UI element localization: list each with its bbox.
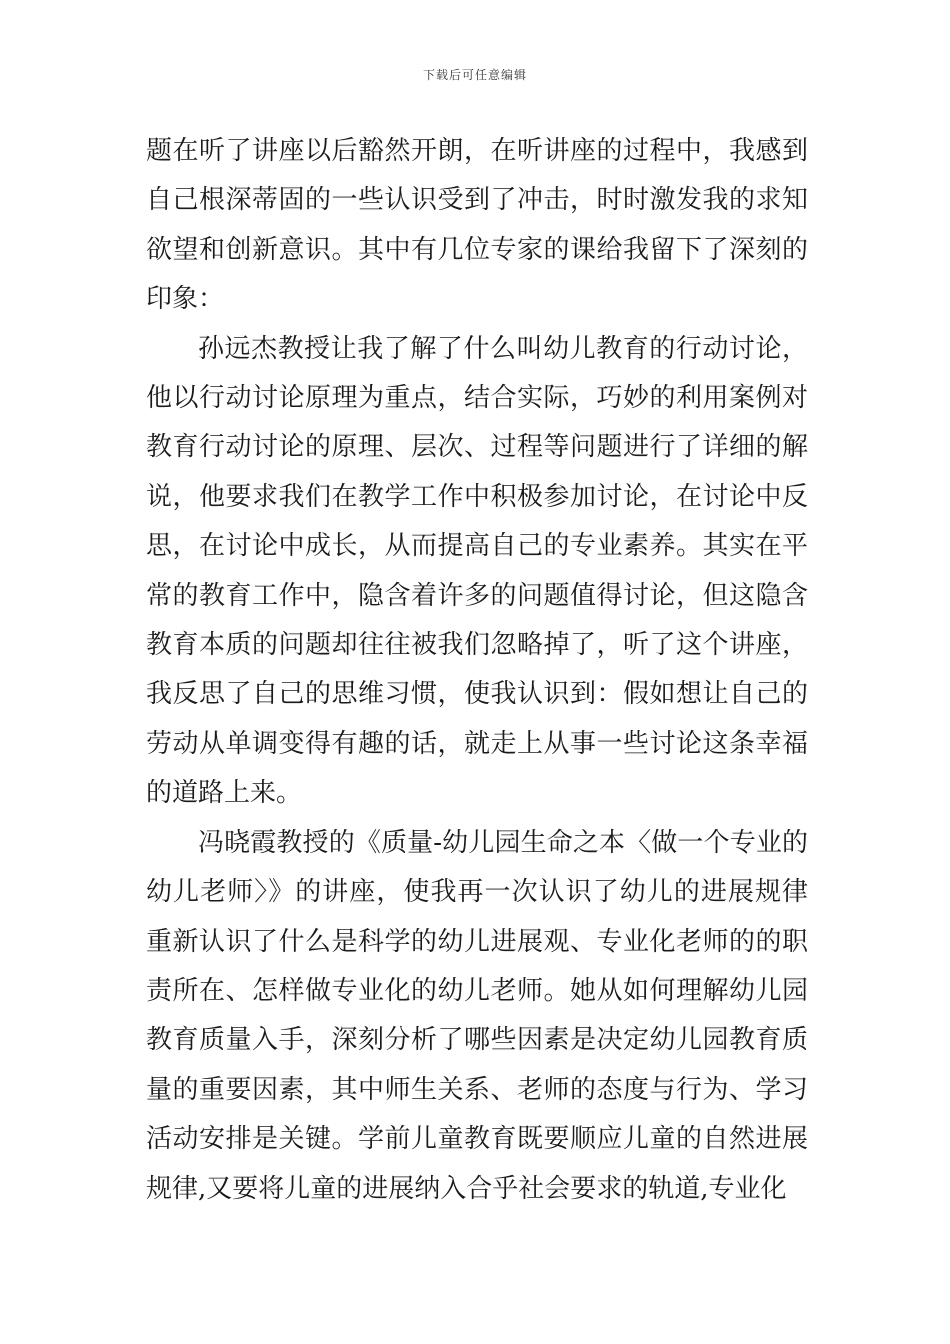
paragraph-sun-yuanjie: 孙远杰教授让我了解了什么叫幼儿教育的行动讨论，他以行动讨论原理为重点，结合实际，巧妙的利用案例对教育行动讨论的原理、层次、过程等问题进行了详细的解说，他要求我们在教学工作中积极参加讨论，在讨论中反思，在讨论中成长，从而提高自己的专业素养。其实在平常的教育工作中，隐含着许多的问题值得讨论，但这隐含教育本质的问题却往往被我们忽略掉了，听了这个讲座，我反思了自己的思维习惯，使我认识到：假如想让自己的劳动从单调变得有趣的话，就走上从事一些讨论这条幸福的道路上来。	[146, 333, 808, 809]
page-header: 下载后可任意编辑	[422, 68, 527, 82]
document-body	[146, 127, 808, 1214]
paragraph-intro: 题在听了讲座以后豁然开朗，在听讲座的过程中，我感到自己根深蒂固的一些认识受到了冲击，时时激发我的求知欲望和创新意识。其中有几位专家的课给我留下了深刻的印象：	[146, 136, 808, 315]
paragraph-feng-xiaoxia: 冯晓霞教授的《质量-幼儿园生命之本〈做一个专业的幼儿老师〉》的讲座，使我再一次认识了幼儿的进展规律重新认识了什么是科学的幼儿进展观、专业化老师的的职责所在、怎样做专业化的幼儿老师。她从如何理解幼儿园教育质量入手，深刻分析了哪些因素是决定幼儿园教育质量的重要因素，其中师生关系、老师的态度与行为、学习活动安排是关键。学前儿童教育既要顺应儿童的自然进展规律,又要将儿童的进展纳入合乎社会要求的轨道,专业化	[146, 827, 808, 1204]
